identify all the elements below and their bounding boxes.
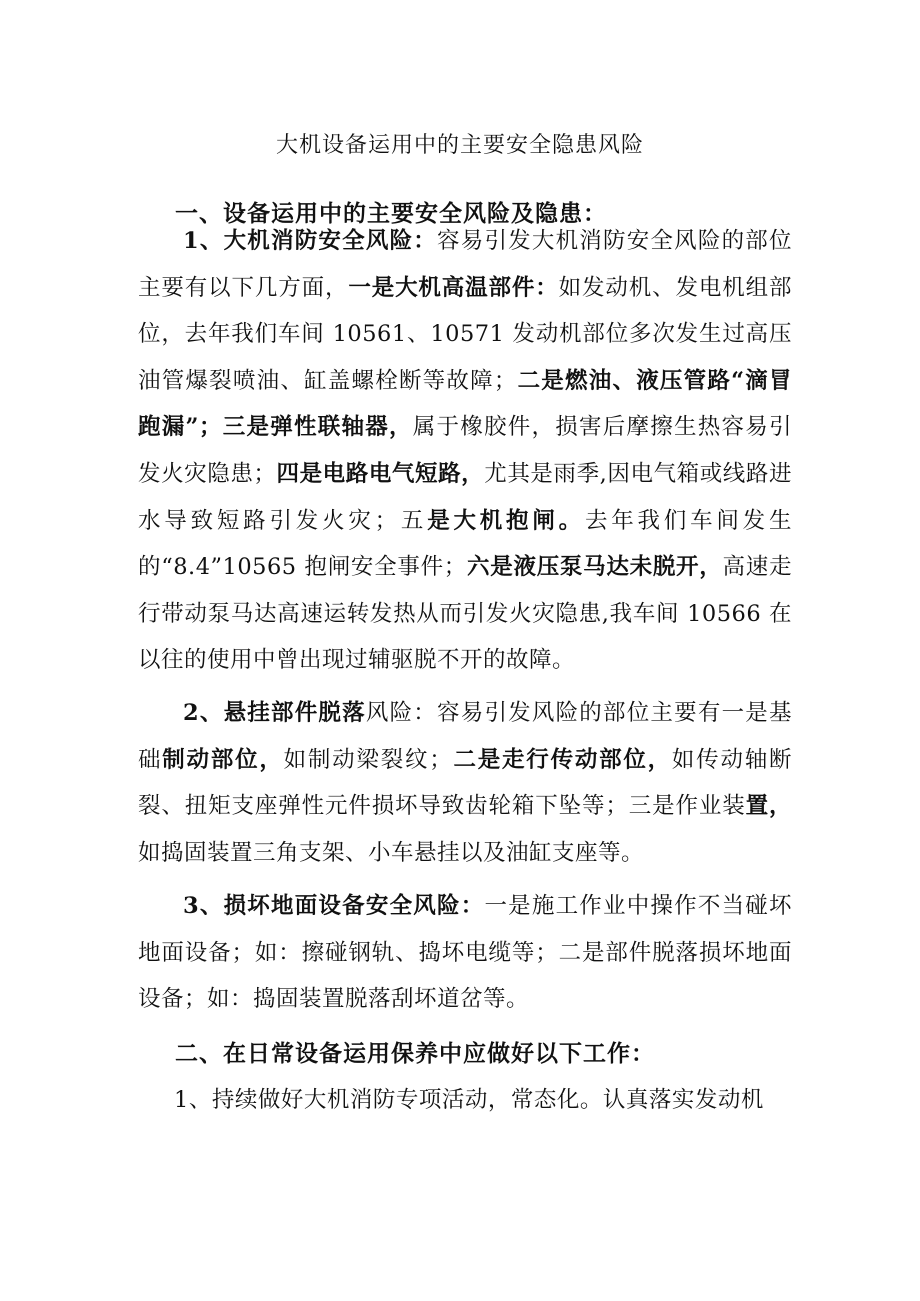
item-label: 1、大机消防安全风险： (183, 228, 438, 254)
item-label: 3、损坏地面设备安全风险： (183, 893, 485, 919)
section-1-heading: 一、设备运用中的主要安全风险及隐患： (175, 200, 607, 227)
text-segment: 高速走行带动泵马达高速运转发热从而引发火灾隐患,我车间 10566 在以往的使用中曾出现过辅驱脱不开的故障。 (138, 554, 792, 674)
item-label: 2、悬挂部件脱落 (183, 700, 366, 726)
paragraph-ground-equipment-risk (138, 883, 792, 1023)
text-segment: 属于橡胶件，损害后摩擦生热容易引发火灾隐患； (138, 414, 792, 487)
text-segment-bold: 置， (745, 793, 792, 820)
text-segment: 去年我们车间发生的“8.4”10565 抱闸安全事件； (138, 507, 792, 581)
text-segment-bold: 二是走行传动部位， (452, 746, 672, 773)
text-segment: 如捣固装置三角支架、小车悬挂以及油缸支座等。 (138, 839, 645, 866)
paragraph-fire-risk (138, 218, 792, 684)
text-segment: 如发动机、发电机组部位，去年我们车间 10561、10571 发动机部位多次发生过高压油管爆裂喷油、缸盖螺栓断等故障； (138, 274, 792, 394)
text-segment: 一是施工作业中操作不当碰坏地面设备；如：擦碰钢轨、捣坏电缆等；二是部件脱落损坏地面设备；如：捣固装置脱落刮坏道岔等。 (138, 893, 792, 1013)
text-segment-bold: 是大机抱闸。 (427, 507, 585, 534)
text-segment-bold: 二是燃油、液压管路“滴冒跑漏”；三是弹性联轴器， (138, 367, 792, 441)
text-segment: 如传动轴断裂、扭矩支座弹性元件损坏导致齿轮箱下坠等；三是作业装 (138, 746, 792, 820)
text-segment: 容易引发大机消防安全风险的部位主要有以下几方面， (138, 228, 793, 301)
text-segment: 尤其是雨季,因电气箱或线路进水导致短路引发火灾；五 (138, 460, 792, 534)
text-segment-bold: 四是电路电气短路， (276, 460, 485, 487)
text-segment-bold: 一是大机高温部件： (348, 274, 559, 301)
text-segment: 风险：容易引发风险的部位主要有一是基础 (138, 700, 792, 773)
text-segment-bold: 制动部位， (162, 746, 284, 773)
section-2-heading: 二、在日常设备运用保养中应做好以下工作： (175, 1040, 655, 1067)
text-segment: 如制动梁裂纹； (283, 746, 453, 773)
text-segment-bold: 六是液压泵马达未脱开， (466, 554, 723, 581)
document-title: 大机设备运用中的主要安全隐患风险 (275, 133, 644, 158)
paragraph-suspension-risk (138, 690, 792, 876)
paragraph-maintenance-1: 1、持续做好大机消防专项活动，常态化。认真落实发动机 (174, 1087, 764, 1113)
